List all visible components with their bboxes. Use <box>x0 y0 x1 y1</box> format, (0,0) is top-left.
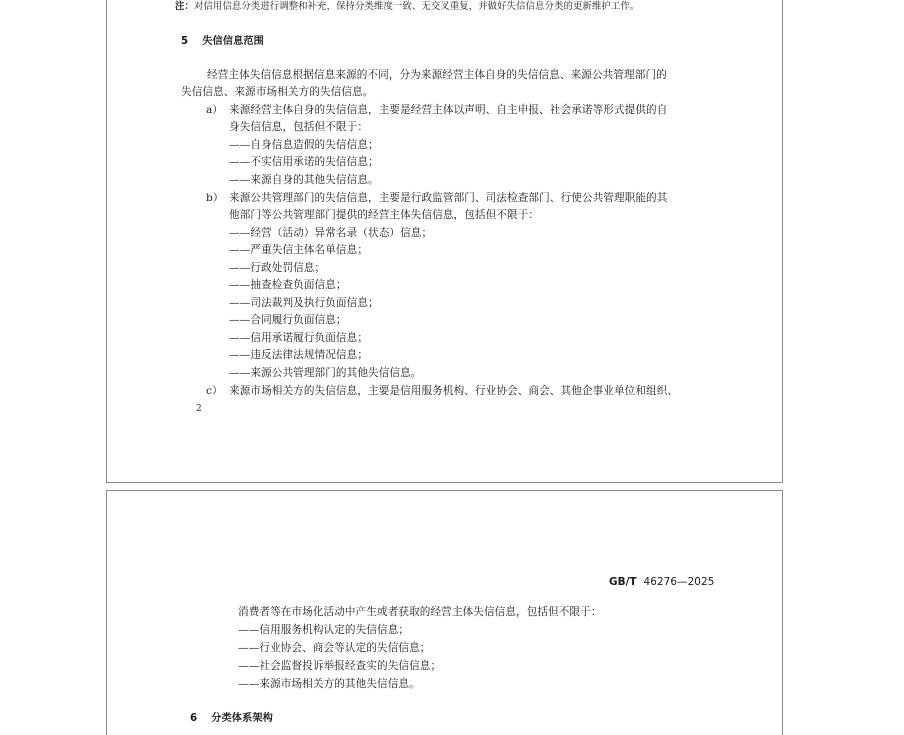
list-item: ——来源自身的其他失信信息。 <box>229 174 379 186</box>
list-item: ——不实信用承诺的失信信息； <box>229 156 379 168</box>
list-item: ——违反法律法规情况信息； <box>229 349 369 361</box>
list-item: ——来源公共管理部门的其他失信信息。 <box>229 367 422 379</box>
intro-line-2: 失信信息、来源市场相关方的失信信息。 <box>181 86 374 98</box>
section-6-number: 6 <box>190 713 198 724</box>
page-number: 2 <box>196 404 202 414</box>
standard-number: 46276—2025 <box>643 576 715 588</box>
list-item: ——来源市场相关方的其他失信信息。 <box>238 678 420 690</box>
note-line <box>175 0 639 14</box>
note-label: 注： <box>175 1 194 12</box>
document-page-2 <box>106 490 783 735</box>
item-a-marker: a） <box>206 104 224 116</box>
list-item: ——社会监督投诉举报经查实的失信信息； <box>238 660 442 672</box>
list-item: ——合同履行负面信息； <box>229 314 347 326</box>
item-a-line-2: 身失信信息，包括但不限于： <box>229 121 369 133</box>
list-item: ——信用承诺履行负面信息； <box>229 332 369 344</box>
intro-line-1: 经营主体失信信息根据信息来源的不同，分为来源经营主体自身的失信信息、来源公共管理部门的 <box>207 69 667 81</box>
standard-header <box>609 575 714 589</box>
item-b-line-2: 他部门等公共管理部门提供的经营主体失信信息，包括但不限于： <box>229 209 540 221</box>
list-item: ——经营（活动）异常名录（状态）信息； <box>229 227 433 239</box>
item-b-line-1: 来源公共管理部门的失信信息，主要是行政监管部门、司法检查部门、行使公共管理职能的其 <box>229 192 668 204</box>
standard-prefix: GB/T <box>609 576 637 588</box>
item-c-line-1: 来源市场相关方的失信信息，主要是信用服务机构、行业协会、商会、其他企事业单位和组织、 <box>229 385 679 397</box>
section-5-heading <box>181 35 264 49</box>
list-item: ——自身信息造假的失信信息； <box>229 139 379 151</box>
list-item: ——司法裁判及执行负面信息； <box>229 297 379 309</box>
list-item: ——行业协会、商会等认定的失信信息； <box>238 642 431 654</box>
list-item: ——抽查检查负面信息； <box>229 279 347 291</box>
list-item: ——严重失信主体名单信息； <box>229 244 369 256</box>
list-item: ——信用服务机构认定的失信信息； <box>238 624 410 636</box>
section-6-title: 分类体系架构 <box>211 713 273 724</box>
note-text: 对信用信息分类进行调整和补充，保持分类维度一致、无交叉重复，并做好失信信息分类的更新维护工作。 <box>193 1 640 12</box>
list-item: ——行政处罚信息； <box>229 262 326 274</box>
section-5-number: 5 <box>181 36 189 47</box>
item-b-marker: b） <box>206 192 224 204</box>
item-a-line-1: 来源经营主体自身的失信信息，主要是经营主体以声明、自主申报、社会承诺等形式提供的自 <box>229 104 668 116</box>
document-page-1 <box>106 0 783 483</box>
continuation-line: 消费者等在市场化活动中产生或者获取的经营主体失信信息，包括但不限于： <box>238 606 602 618</box>
item-c-marker: c） <box>206 385 223 397</box>
section-6-heading <box>190 712 273 726</box>
section-5-title: 失信信息范围 <box>202 36 264 47</box>
